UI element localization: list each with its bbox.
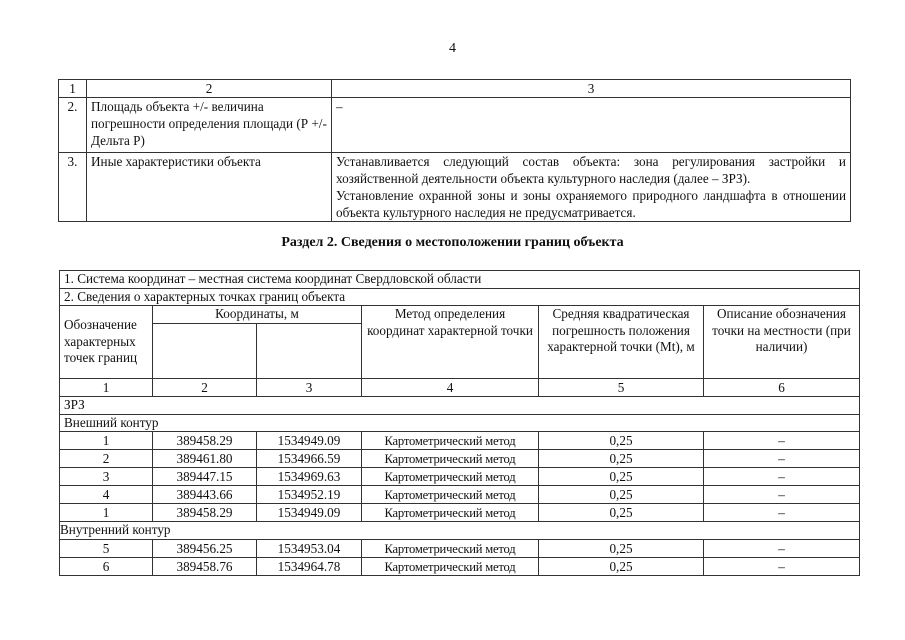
coordinate-system-row: [60, 271, 860, 289]
method-cell: Картометрический метод: [362, 486, 539, 504]
column-number: 6: [704, 379, 860, 397]
header-cell: 2: [87, 80, 332, 98]
description-header: Описание обозначения точки на местности (при наличии): [704, 306, 860, 379]
row-label: Иные характеристики объекта: [87, 153, 332, 222]
column-number: 4: [362, 379, 539, 397]
description-cell: –: [704, 468, 860, 486]
zone-label: ЗРЗ: [60, 397, 860, 415]
outer-contour-label: Внешний контур: [60, 414, 860, 432]
x-coordinate: 389458.29: [153, 504, 257, 522]
point-number: 5: [60, 539, 153, 557]
object-characteristics-table: [58, 79, 851, 222]
column-header-row: [60, 306, 860, 324]
row-label: Площадь объекта +/- величина погрешности определения площади (Р +/- Дельта Р): [87, 98, 332, 153]
section-title: Раздел 2. Сведения о местоположении границ объекта: [281, 235, 624, 250]
error-cell: 0,25: [539, 450, 704, 468]
y-coordinate: 1534964.78: [257, 557, 362, 575]
y-coordinate: 1534953.04: [257, 539, 362, 557]
y-coordinate: 1534966.59: [257, 450, 362, 468]
page-number: 4: [449, 41, 456, 56]
value-paragraph: Установление охранной зоны и зоны охраняемого природного ландшафта в отношении объекта культурного наследия не предусматривается.: [336, 188, 846, 220]
error-cell: 0,25: [539, 504, 704, 522]
error-cell: 0,25: [539, 432, 704, 450]
x-coordinate: 389447.15: [153, 468, 257, 486]
inner-contour-label: Внутренний контур: [60, 522, 860, 540]
point-row: [60, 450, 860, 468]
y-subheader: [257, 324, 362, 379]
method-cell: Картометрический метод: [362, 504, 539, 522]
point-row: [60, 557, 860, 575]
y-coordinate: 1534949.09: [257, 504, 362, 522]
point-header: Обозначение характерных точек границ: [60, 306, 153, 379]
description-cell: –: [704, 432, 860, 450]
row-value: –: [332, 98, 851, 153]
row-number: 2.: [59, 98, 87, 153]
y-coordinate: 1534952.19: [257, 486, 362, 504]
x-coordinate: 389458.29: [153, 432, 257, 450]
x-coordinate: 389461.80: [153, 450, 257, 468]
outer-contour-points: [60, 432, 860, 522]
column-number: 5: [539, 379, 704, 397]
y-coordinate: 1534949.09: [257, 432, 362, 450]
error-cell: 0,25: [539, 539, 704, 557]
method-cell: Картометрический метод: [362, 432, 539, 450]
point-number: 2: [60, 450, 153, 468]
description-cell: –: [704, 557, 860, 575]
coordinates-header: Координаты, м: [153, 306, 362, 324]
y-coordinate: 1534969.63: [257, 468, 362, 486]
description-cell: –: [704, 539, 860, 557]
method-cell: Картометрический метод: [362, 468, 539, 486]
table-row: [59, 153, 851, 222]
zone-row: [60, 397, 860, 415]
description-cell: –: [704, 450, 860, 468]
points-info-row: [60, 288, 860, 306]
point-number: 4: [60, 486, 153, 504]
point-number: 3: [60, 468, 153, 486]
boundary-points-table: [59, 270, 860, 576]
table-row: [59, 98, 851, 153]
point-row: [60, 504, 860, 522]
point-row: [60, 432, 860, 450]
column-number: 3: [257, 379, 362, 397]
point-number: 1: [60, 432, 153, 450]
outer-contour-row: [60, 414, 860, 432]
points-info-text: 2. Сведения о характерных точках границ объекта: [60, 288, 860, 306]
method-cell: Картометрический метод: [362, 539, 539, 557]
table-header-row: [59, 80, 851, 98]
method-header: Метод определения координат характерной точки: [362, 306, 539, 379]
x-coordinate: 389443.66: [153, 486, 257, 504]
value-paragraph: Устанавливается следующий состав объекта: зона регулирования застройки и хозяйственной деятельности объекта культурного наследия (далее – ЗРЗ).: [336, 154, 846, 186]
method-cell: Картометрический метод: [362, 557, 539, 575]
inner-contour-row: [60, 522, 860, 540]
error-header: Средняя квадратическая погрешность положения характерной точки (Mt), м: [539, 306, 704, 379]
point-row: [60, 468, 860, 486]
method-cell: Картометрический метод: [362, 450, 539, 468]
point-number: 1: [60, 504, 153, 522]
column-numbers-row: [60, 379, 860, 397]
column-number: 1: [60, 379, 153, 397]
x-subheader: [153, 324, 257, 379]
inner-contour-points: [60, 539, 860, 575]
x-coordinate: 389458.76: [153, 557, 257, 575]
error-cell: 0,25: [539, 557, 704, 575]
point-row: [60, 539, 860, 557]
row-value: [332, 153, 851, 222]
error-cell: 0,25: [539, 468, 704, 486]
point-number: 6: [60, 557, 153, 575]
description-cell: –: [704, 504, 860, 522]
header-cell: 1: [59, 80, 87, 98]
row-number: 3.: [59, 153, 87, 222]
x-coordinate: 389456.25: [153, 539, 257, 557]
description-cell: –: [704, 486, 860, 504]
column-number: 2: [153, 379, 257, 397]
error-cell: 0,25: [539, 486, 704, 504]
point-row: [60, 486, 860, 504]
header-cell: 3: [332, 80, 851, 98]
coordinate-system-text: 1. Система координат – местная система координат Свердловской области: [60, 271, 860, 289]
